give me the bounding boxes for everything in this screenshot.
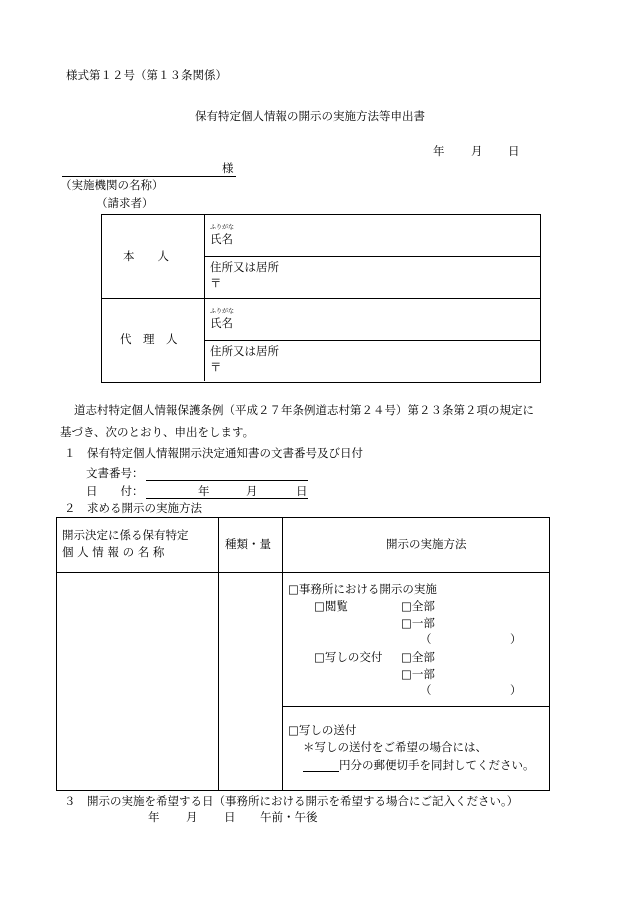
method-table-header-line	[56, 572, 549, 573]
copy-deliver-checkbox[interactable]: □写しの交付	[314, 650, 383, 664]
date-month: 月	[471, 144, 483, 158]
method-table-col-line	[218, 517, 219, 790]
preferred-ampm: 午前・午後	[260, 810, 318, 824]
page-title: 保有特定個人情報の開示の実施方法等申出書	[195, 109, 425, 123]
form-number: 様式第１２号（第１３条関係）	[66, 68, 227, 82]
copy-paren-open: （	[420, 683, 432, 697]
self-name-label: 氏名	[210, 232, 233, 246]
col-disclosure-method: 開示の実施方法	[386, 537, 467, 551]
addressee-honorific: 様	[222, 161, 234, 175]
section1-heading: １ 保有特定個人情報開示決定通知書の文書番号及び日付	[64, 446, 363, 460]
preferred-day: 日	[224, 810, 236, 824]
method-table-col-line	[282, 517, 283, 790]
col-personal-info-name-line1: 開示決定に係る保有特定	[62, 528, 189, 542]
stamp-amount-line	[303, 771, 339, 772]
section3-heading: ３ 開示の実施を希望する日（事務所における開示を希望する場合にご記入ください。）	[64, 794, 519, 808]
section2-heading: ２ 求める開示の実施方法	[64, 501, 202, 515]
agent-furigana: ふりがな	[210, 308, 235, 315]
doc-date-month: 月	[246, 484, 258, 498]
col-type-quantity: 種類・量	[225, 537, 271, 551]
self-postal-mark: 〒	[210, 276, 222, 290]
doc-date-year: 年	[198, 484, 210, 498]
agent-address-label: 住所又は居所	[210, 344, 279, 358]
mail-note: ＊写しの送付をご希望の場合には、	[303, 740, 487, 754]
doc-date-label: 日 付：	[86, 484, 144, 498]
doc-date-day: 日	[296, 484, 308, 498]
copy-part-checkbox[interactable]: □一部	[401, 667, 435, 681]
preferred-month: 月	[186, 810, 198, 824]
body-text-2: 基づき、次のとおり、申出をします。	[60, 425, 255, 439]
doc-number-label: 文書番号：	[86, 466, 144, 480]
view-paren-close: ）	[510, 632, 522, 646]
stamp-note: 円分の郵便切手を同封してください。	[339, 758, 535, 772]
self-address-label: 住所又は居所	[210, 260, 279, 274]
method-table-option-line	[282, 706, 549, 707]
requester-table-section-line	[101, 298, 540, 299]
date-day: 日	[508, 144, 520, 158]
self-furigana: ふりがな	[210, 224, 235, 231]
body-text-1: 道志村特定個人情報保護条例（平成２７年条例道志村第２４号）第２３条第２項の規定に	[74, 403, 534, 417]
addressee-line	[62, 176, 236, 177]
mail-copy-checkbox[interactable]: □写しの送付	[288, 723, 357, 737]
view-paren-open: （	[420, 632, 432, 646]
agent-name-label: 氏名	[210, 316, 233, 330]
view-checkbox[interactable]: □閲覧	[314, 599, 348, 613]
col-personal-info-name-line2: 個 人 情 報 の 名 称	[62, 545, 165, 559]
requester-label: （請求者）	[96, 196, 154, 210]
doc-date-line	[146, 498, 308, 499]
agent-label: 代 理 人	[120, 332, 178, 346]
view-all-checkbox[interactable]: □全部	[401, 599, 435, 613]
requester-table-row-line	[204, 256, 540, 257]
office-disclosure-checkbox[interactable]: □事務所における開示の実施	[288, 582, 437, 596]
self-label: 本 人	[123, 249, 169, 263]
date-year: 年	[433, 144, 445, 158]
doc-number-line	[146, 480, 308, 481]
agent-postal-mark: 〒	[210, 360, 222, 374]
copy-all-checkbox[interactable]: □全部	[401, 650, 435, 664]
copy-paren-close: ）	[510, 683, 522, 697]
preferred-year: 年	[148, 810, 160, 824]
view-part-checkbox[interactable]: □一部	[401, 616, 435, 630]
requester-table-row-line	[204, 340, 540, 341]
org-name-label: （実施機関の名称）	[60, 178, 164, 192]
